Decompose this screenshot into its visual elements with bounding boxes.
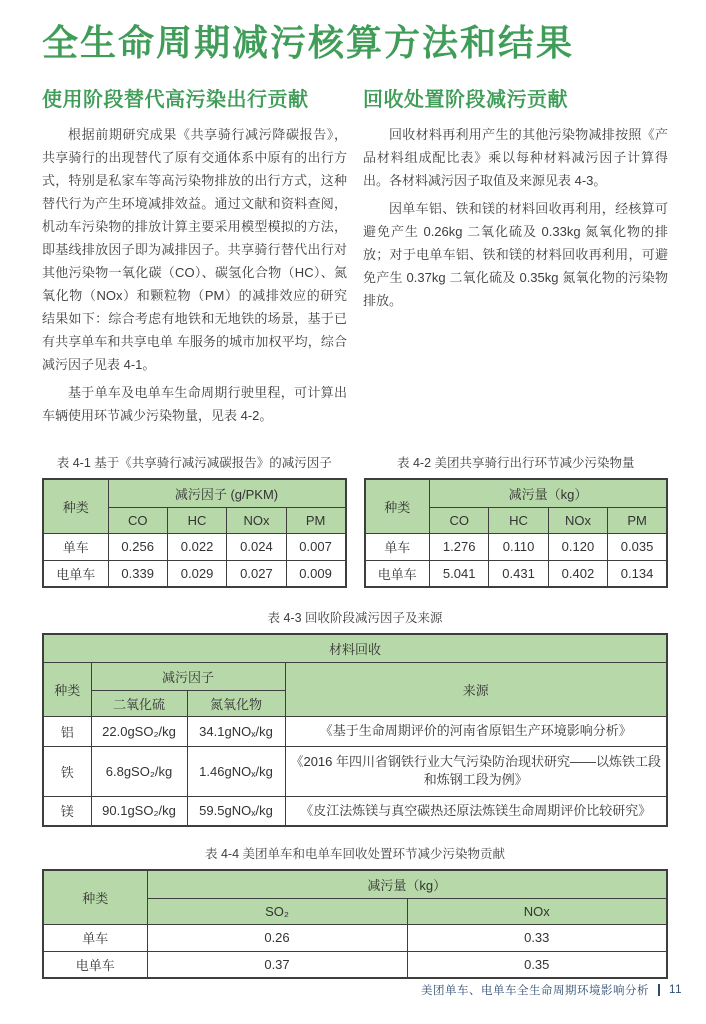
- row-label: 电单车: [43, 560, 108, 587]
- table-header-cell: SO₂: [147, 898, 407, 924]
- table-header-cell: HC: [167, 507, 226, 533]
- table-4-4-caption: 表 4-4 美团单车和电单车回收处置环节减少污染物贡献: [204, 847, 505, 861]
- table-cell: 22.0gSO₂/kg: [91, 716, 187, 746]
- table-cell: 0.33: [407, 924, 667, 951]
- table-cell: 0.26: [147, 924, 407, 951]
- table-cell: 0.339: [108, 560, 167, 587]
- two-column-text: [42, 88, 668, 427]
- source-cell: 《皮江法炼镁与真空碳热还原法炼镁生命周期评价比较研究》: [285, 796, 667, 826]
- table-row: [43, 716, 667, 746]
- row-label: 镁: [43, 796, 91, 826]
- table-cell: 0.110: [489, 533, 548, 560]
- table-cell: 59.5gNOₓ/kg: [187, 796, 285, 826]
- table-header-cell: 二氧化硫: [91, 690, 187, 716]
- table-header-cell: NOx: [548, 507, 607, 533]
- footer-separator: [658, 984, 660, 996]
- table-cell: 0.024: [227, 533, 286, 560]
- table-cell: 1.276: [430, 533, 489, 560]
- table-cell: 90.1gSO₂/kg: [91, 796, 187, 826]
- table-row: [43, 533, 346, 560]
- table-cell: 6.8gSO₂/kg: [91, 746, 187, 796]
- table-cell: 0.027: [227, 560, 286, 587]
- table-header-cell: CO: [430, 507, 489, 533]
- source-cell: 《基于生命周期评价的河南省原铝生产环境影响分析》: [285, 716, 667, 746]
- table-4-2: [364, 478, 669, 588]
- table-4-3-block: [42, 608, 668, 827]
- row-label: 单车: [365, 533, 430, 560]
- table-header-cell: 氮氧化物: [187, 690, 285, 716]
- table-header-cell: 种类: [365, 479, 430, 533]
- section-heading-usage: 使用阶段替代高污染出行贡献: [42, 89, 309, 111]
- row-label: 电单车: [43, 951, 147, 978]
- table-row: [43, 951, 667, 978]
- table-header-cell: 材料回收: [43, 634, 667, 662]
- table-cell: 0.029: [167, 560, 226, 587]
- tables-4-1-4-2-row: [42, 453, 668, 588]
- table-4-2-block: [364, 453, 669, 588]
- table-header-cell: 种类: [43, 479, 108, 533]
- table-4-2-caption: 表 4-2 美团共享骑行出行环节减少污染物量: [396, 456, 635, 470]
- paragraph: 基于单车及电单车生命周期行驶里程，可计算出车辆使用环节减少污染物量，见表 4-2。: [42, 385, 347, 423]
- table-header-cell: HC: [489, 507, 548, 533]
- table-header-cell: 减污因子: [91, 662, 285, 690]
- table-cell: 34.1gNOₓ/kg: [187, 716, 285, 746]
- table-header-cell: NOx: [407, 898, 667, 924]
- table-cell: 0.009: [286, 560, 345, 587]
- row-label: 单车: [43, 533, 108, 560]
- table-header-cell: NOx: [227, 507, 286, 533]
- table-cell: 0.134: [608, 560, 667, 587]
- row-label: 单车: [43, 924, 147, 951]
- table-cell: 0.402: [548, 560, 607, 587]
- table-header-cell: 种类: [43, 662, 91, 716]
- table-row: [365, 560, 668, 587]
- table-cell: 0.035: [608, 533, 667, 560]
- table-row: [43, 924, 667, 951]
- table-cell: 0.35: [407, 951, 667, 978]
- table-cell: 5.041: [430, 560, 489, 587]
- paragraph: 根据前期研究成果《共享骑行减污降碳报告》，共享骑行的出现替代了原有交通体系中原有的出行方式，特别是私家车等高污染物排放的出行方式，这种替代行为产生环境减排效益。通过文献和资料查阅，机动车污染物的排放计算主要采用模型模拟的方法，即基线排放因子即为减排因子。共享骑行替代出行对其他污染物一氧化碳（CO）、碳氢化合物（HC）、氮氧化物（NOx）和颗粒物（PM）的减排效应的研究结果如下：综合考虑有地铁和无地铁的场景，基于已有共享单车和共享电单 车服务的城市加权平均，综合减污因子见表 4-1。: [42, 127, 347, 372]
- table-cell: 1.46gNOₓ/kg: [187, 746, 285, 796]
- paragraph: 因单车铝、铁和镁的材料回收再利用，经核算可避免产生 0.26kg 二氧化硫及 0.33kg 氮氧化物的排放；对于电单车铝、铁和镁的材料回收再利用，可避免产生 0.37kg 二氧化硫及 0.35kg 氮氧化物的污染物排放。: [363, 201, 668, 308]
- table-header-cell: 减污因子 (g/PKM): [108, 479, 346, 507]
- table-row: [43, 746, 667, 796]
- row-label: 电单车: [365, 560, 430, 587]
- table-row: [43, 796, 667, 826]
- table-cell: 0.256: [108, 533, 167, 560]
- table-4-4-block: [42, 844, 668, 979]
- table-header-cell: 种类: [43, 870, 147, 924]
- section-recycle-stage: [363, 88, 668, 427]
- table-cell: 0.007: [286, 533, 345, 560]
- table-cell: 0.37: [147, 951, 407, 978]
- table-header-cell: 减污量（kg）: [147, 870, 667, 898]
- table-header-cell: PM: [286, 507, 345, 533]
- section-usage-stage: [42, 88, 347, 427]
- page-footer: [421, 982, 682, 998]
- table-4-1-caption: 表 4-1 基于《共享骑行减污减碳报告》的减污因子: [56, 456, 332, 470]
- table-cell: 0.431: [489, 560, 548, 587]
- paragraph: 回收材料再利用产生的其他污染物减排按照《产品材料组成配比表》乘以每种材料减污因子计算得出。各材料减污因子取值及来源见表 4-3。: [363, 127, 668, 188]
- footer-text: 美团单车、电单车全生命周期环境影响分析: [421, 985, 650, 997]
- table-4-1-block: [42, 453, 347, 588]
- row-label: 铝: [43, 716, 91, 746]
- table-header-cell: CO: [108, 507, 167, 533]
- section-heading-recycle: 回收处置阶段减污贡献: [363, 89, 568, 111]
- source-cell: 《2016 年四川省钢铁行业大气污染防治现状研究——以炼铁工段和炼钢工段为例》: [285, 746, 667, 796]
- row-label: 铁: [43, 746, 91, 796]
- table-row: [365, 533, 668, 560]
- table-4-1: [42, 478, 347, 588]
- table-row: [43, 560, 346, 587]
- table-4-4: [42, 869, 668, 979]
- table-header-cell: 来源: [285, 662, 667, 716]
- table-4-3-caption: 表 4-3 回收阶段减污因子及来源: [267, 611, 443, 625]
- table-cell: 0.022: [167, 533, 226, 560]
- table-header-cell: PM: [608, 507, 667, 533]
- page-number: 11: [669, 984, 682, 996]
- table-cell: 0.120: [548, 533, 607, 560]
- page-title: 全生命周期减污核算方法和结果: [42, 22, 575, 63]
- table-4-3: [42, 633, 668, 827]
- table-header-cell: 减污量（kg）: [430, 479, 668, 507]
